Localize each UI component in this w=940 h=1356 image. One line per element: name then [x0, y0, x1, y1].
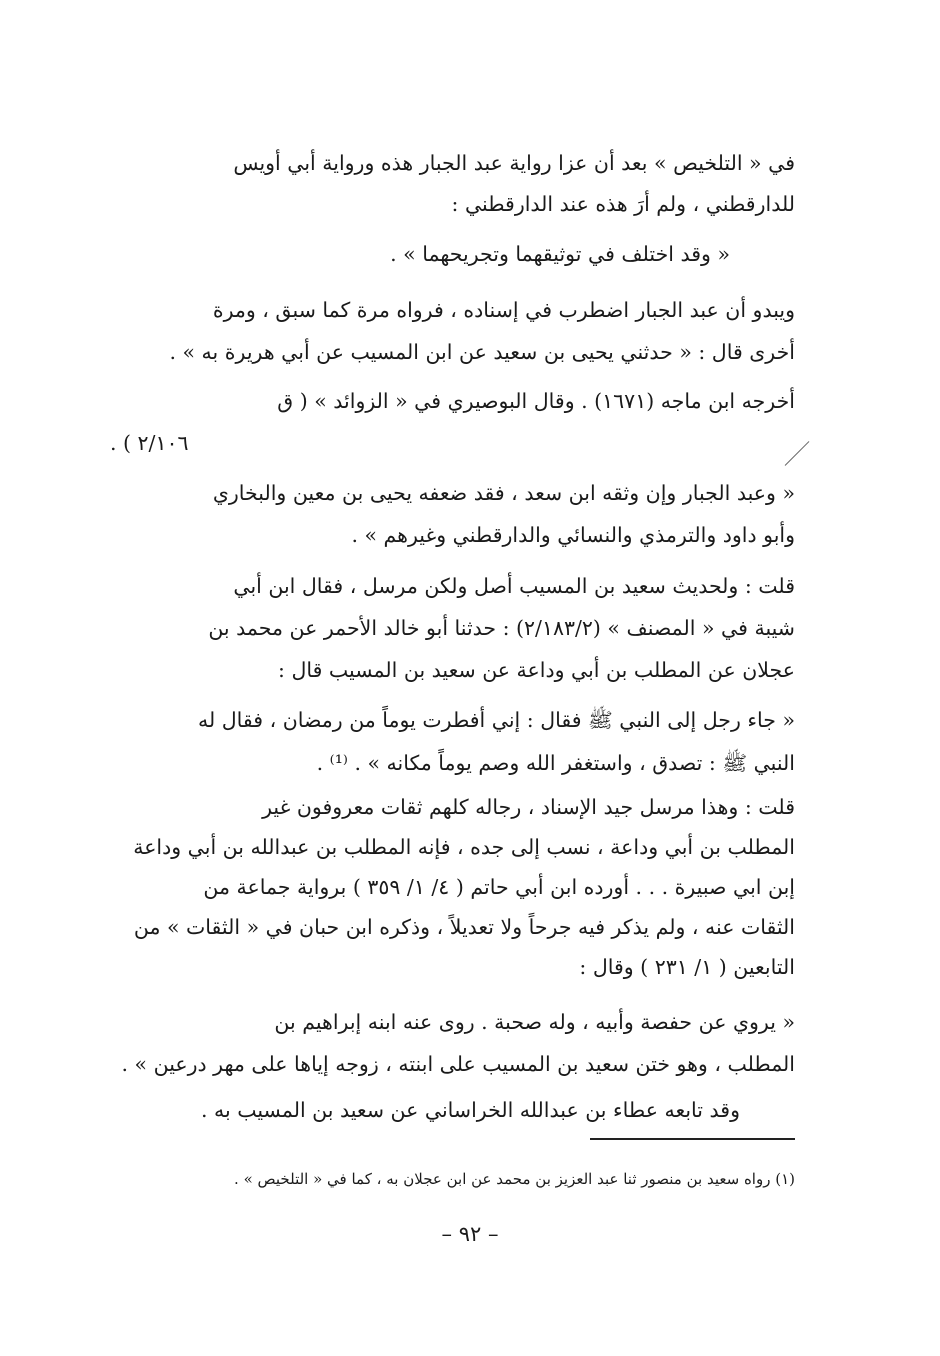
page-number: – ٩٢ – — [441, 1222, 499, 1246]
text-line: قلت : وهذا مرسل جيد الإسناد ، رجاله كلهم ثقات معروفون غير — [262, 795, 795, 819]
paragraph-1 — [110, 143, 795, 225]
paragraph-4 — [110, 380, 795, 464]
text-line: ٢/١٠٦ ) . — [110, 431, 189, 455]
text-line: أخرجه ابن ماجه (١٦٧١) . وقال البوصيري في « الزوائد » ( ق — [277, 389, 795, 413]
text-line: قلت : ولحديث سعيد بن المسيب أصل ولكن مرسل ، فقال ابن أبي — [233, 574, 795, 598]
text-line: للدارقطني ، ولم أرَ هذه عند الدارقطني : — [451, 192, 795, 216]
text-line: عجلان عن المطلب بن أبي وداعة عن سعيد بن المسيب قال : — [278, 658, 795, 682]
footnote: (١) رواه سعيد بن منصور ثنا عبد العزيز بن محمد عن ابن عجلان به ، كما في « التلخيص » . — [234, 1170, 795, 1188]
text-line: التابعين ( ١/ ٢٣١ ) وقال : — [579, 955, 795, 979]
text-line: « وعبد الجبار وإن وثقه ابن سعد ، فقد ضعفه يحيى بن معين والبخاري — [212, 481, 795, 505]
text-line: المطلب ، وهو ختن سعيد بن المسيب على ابنته ، زوجه إياها على مهر درعين » . — [121, 1052, 795, 1076]
paragraph-8 — [110, 787, 795, 987]
text-line: المطلب بن أبي وداعة ، نسب إلى جده ، فإنه المطلب بن عبدالله بن أبي وداعة — [133, 835, 795, 859]
footnote-separator — [590, 1138, 795, 1140]
text-line: إبن ابي صبيرة . . . أورده ابن أبي حاتم ( ٤/ ١/ ٣٥٩ ) برواية جماعة من — [203, 875, 795, 899]
text-line: ويبدو أن عبد الجبار اضطرب في إسناده ، فرواه مرة كما سبق ، ومرة — [212, 298, 795, 322]
paragraph-5-quote — [110, 472, 795, 556]
text-line: في « التلخيص » بعد أن عزا رواية عبد الجبار هذه ورواية أبي أويس — [233, 151, 795, 175]
text-line: أخرى قال : « حدثني يحيى بن سعيد عن ابن المسيب عن أبي هريرة به » . — [169, 340, 795, 364]
paragraph-10 — [110, 1090, 795, 1130]
text-line: شيبة في « المصنف » (٢/١٨٣/٢) : حدثنا أبو خالد الأحمر عن محمد بن — [208, 616, 795, 640]
text-line: « يروي عن حفصة وأبيه ، وله صحبة . روى عنه ابنه إبراهيم بن — [274, 1010, 795, 1034]
text-line: « جاء رجل إلى النبي ﷺ فقال : إني أفطرت يوماً من رمضان ، فقال له — [198, 708, 795, 732]
paragraph-3 — [110, 289, 795, 373]
text-line: الثقات عنه ، ولم يذكر فيه جرحاً ولا تعديلاً ، وذكره ابن حبان في « الثقات » من — [133, 915, 795, 939]
text-line: وأبو داود والترمذي والنسائي والدارقطني وغيرهم » . — [351, 523, 795, 547]
paragraph-9-quote — [110, 1001, 795, 1085]
text-line: النبي ﷺ : تصدق ، واستغفر الله وصم يوماً مكانه » . ⁽¹⁾ . — [316, 751, 795, 775]
paragraph-2-quote — [110, 234, 795, 274]
text-line: « وقد اختلف في توثيقهما وتجريحهما » . — [390, 242, 730, 266]
paragraph-6 — [110, 565, 795, 691]
text-line: وقد تابعه عطاء بن عبدالله الخراساني عن سعيد بن المسيب به . — [201, 1098, 740, 1122]
paragraph-7-hadith — [110, 699, 795, 785]
